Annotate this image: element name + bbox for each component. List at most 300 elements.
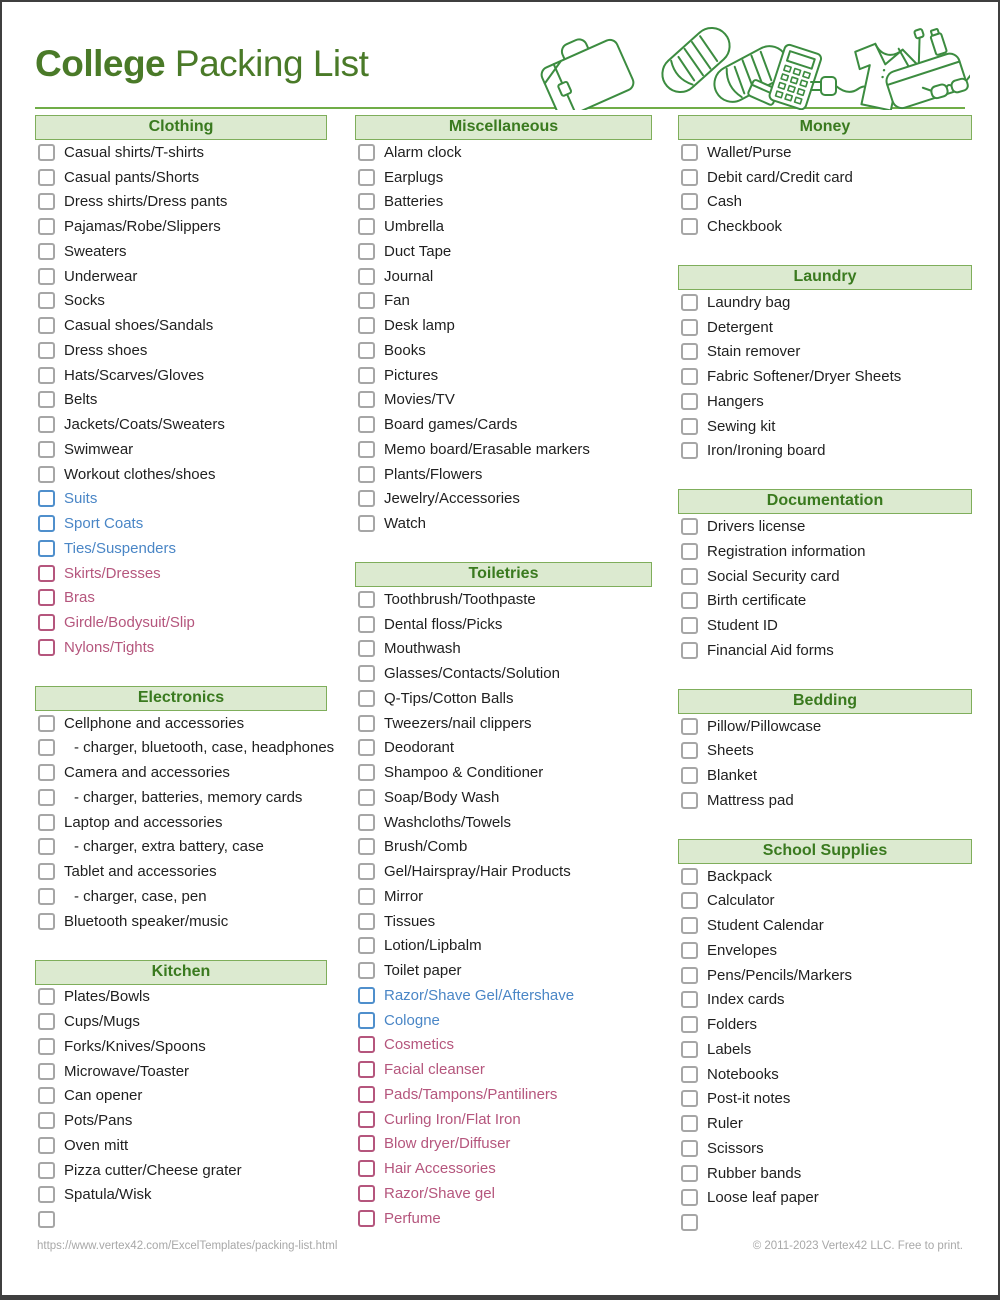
item-label: Pillow/Pillowcase	[707, 717, 822, 735]
item-label: Ruler	[707, 1115, 743, 1133]
checklist-row	[35, 214, 327, 239]
checklist-row	[355, 587, 652, 612]
item-label: Toothbrush/Toothpaste	[384, 590, 536, 608]
checklist-row	[355, 1008, 652, 1033]
checkbox[interactable]	[681, 967, 698, 984]
checklist-row	[678, 963, 972, 988]
checklist-row	[678, 714, 972, 739]
item-label: Toilet paper	[384, 962, 462, 980]
checklist-row	[355, 661, 652, 686]
checkbox[interactable]	[38, 1137, 55, 1154]
item-label: Sewing kit	[707, 417, 776, 435]
checklist-row	[355, 686, 652, 711]
checkbox[interactable]	[38, 540, 55, 557]
checklist-row	[35, 586, 327, 611]
section-items	[678, 140, 972, 239]
checklist-row	[355, 462, 652, 487]
checklist-row	[35, 190, 327, 215]
section-header: Documentation	[678, 489, 972, 514]
checklist-row	[355, 338, 652, 363]
checkbox[interactable]	[681, 368, 698, 385]
item-label: Q-Tips/Cotton Balls	[384, 689, 514, 707]
checklist-row	[678, 739, 972, 764]
checkbox[interactable]	[38, 1087, 55, 1104]
checkbox[interactable]	[38, 888, 55, 905]
item-label: Post-it notes	[707, 1090, 791, 1108]
item-label: Bluetooth speaker/music	[64, 912, 229, 930]
item-label: Duct Tape	[384, 242, 452, 260]
checkbox[interactable]	[681, 1140, 698, 1157]
item-label: Notebooks	[707, 1065, 779, 1083]
checkbox[interactable]	[681, 592, 698, 609]
item-label: Mattress pad	[707, 791, 794, 809]
checkbox[interactable]	[681, 742, 698, 759]
checkbox[interactable]	[358, 416, 375, 433]
item-label: Razor/Shave Gel/Aftershave	[384, 986, 575, 1004]
checkbox[interactable]	[358, 616, 375, 633]
checklist-row	[355, 983, 652, 1008]
item-label: Folders	[707, 1016, 758, 1034]
checkbox[interactable]	[681, 767, 698, 784]
checkbox[interactable]	[38, 913, 55, 930]
checkbox[interactable]	[38, 515, 55, 532]
checkbox[interactable]	[38, 1186, 55, 1203]
checkbox[interactable]	[358, 1210, 375, 1227]
checklist-row	[678, 913, 972, 938]
checkbox[interactable]	[681, 1041, 698, 1058]
item-label: Mouthwash	[384, 640, 461, 658]
checkbox[interactable]	[38, 466, 55, 483]
checklist-row	[678, 788, 972, 813]
checkbox[interactable]	[681, 144, 698, 161]
checklist-row	[35, 1009, 327, 1034]
checklist-row	[678, 864, 972, 889]
item-label: Curling Iron/Flat Iron	[384, 1110, 521, 1128]
checklist-row	[355, 140, 652, 165]
checkbox[interactable]	[358, 292, 375, 309]
page-title	[35, 44, 368, 85]
item-label: Pots/Pans	[64, 1112, 133, 1130]
item-label: Batteries	[384, 193, 444, 211]
section-header: Laundry	[678, 265, 972, 290]
checkbox[interactable]	[358, 814, 375, 831]
item-label: Pizza cutter/Cheese grater	[64, 1161, 242, 1179]
checkbox[interactable]	[358, 715, 375, 732]
checkbox[interactable]	[38, 342, 55, 359]
section-header: Toiletries	[355, 562, 652, 587]
section-items	[678, 714, 972, 813]
checklist-row	[678, 938, 972, 963]
item-label: Sport Coats	[64, 515, 144, 533]
checkbox[interactable]	[681, 642, 698, 659]
item-label: Blanket	[707, 767, 758, 785]
checkbox[interactable]	[358, 1135, 375, 1152]
item-label: Sheets	[707, 742, 754, 760]
checklist-row	[678, 1012, 972, 1037]
checkbox[interactable]	[358, 243, 375, 260]
checklist-row	[35, 985, 327, 1010]
checkbox[interactable]	[358, 193, 375, 210]
checklist-row	[35, 264, 327, 289]
item-label: Tweezers/nail clippers	[384, 714, 532, 732]
section	[678, 489, 972, 663]
checkbox[interactable]	[38, 292, 55, 309]
checkbox[interactable]	[38, 144, 55, 161]
section	[355, 115, 652, 536]
checklist-row	[355, 289, 652, 314]
item-label: Fabric Softener/Dryer Sheets	[707, 368, 902, 386]
checkbox[interactable]	[358, 888, 375, 905]
item-label: Rubber bands	[707, 1164, 802, 1182]
checkbox[interactable]	[681, 1115, 698, 1132]
section-items	[35, 140, 327, 660]
section	[678, 839, 972, 1235]
checkbox[interactable]	[681, 917, 698, 934]
item-label: Tissues	[384, 912, 436, 930]
checkbox[interactable]	[38, 639, 55, 656]
checkbox[interactable]	[38, 838, 55, 855]
checkbox[interactable]	[358, 169, 375, 186]
checkbox[interactable]	[681, 792, 698, 809]
item-label: Suits	[64, 490, 98, 508]
checkbox[interactable]	[681, 294, 698, 311]
item-label: Social Security card	[707, 567, 840, 585]
checklist-row	[678, 638, 972, 663]
checklist-row	[355, 1156, 652, 1181]
checklist-row	[355, 958, 652, 983]
checkbox[interactable]	[38, 1063, 55, 1080]
checkbox[interactable]	[38, 416, 55, 433]
checklist-row	[678, 1037, 972, 1062]
checklist-row	[355, 810, 652, 835]
checkbox[interactable]	[358, 1111, 375, 1128]
item-label: Sweaters	[64, 242, 127, 260]
checkbox[interactable]	[358, 913, 375, 930]
checkbox[interactable]	[38, 614, 55, 631]
item-label: Umbrella	[384, 218, 445, 236]
checkbox[interactable]	[358, 937, 375, 954]
checklist-row	[35, 1183, 327, 1208]
checkbox[interactable]	[38, 193, 55, 210]
checkbox[interactable]	[358, 665, 375, 682]
checkbox[interactable]	[38, 169, 55, 186]
checklist-row	[355, 1132, 652, 1157]
section-header: Bedding	[678, 689, 972, 714]
checklist-row	[355, 909, 652, 934]
checkbox[interactable]	[358, 367, 375, 384]
item-label: Calculator	[707, 892, 775, 910]
checklist-row	[678, 589, 972, 614]
checkbox[interactable]	[38, 391, 55, 408]
section	[35, 115, 327, 660]
checkbox[interactable]	[358, 466, 375, 483]
item-label: Loose leaf paper	[707, 1189, 819, 1207]
item-label: Drivers license	[707, 518, 806, 536]
item-label: Lotion/Lipbalm	[384, 937, 482, 955]
checkbox[interactable]	[38, 441, 55, 458]
checkbox[interactable]	[358, 490, 375, 507]
checklist-row	[355, 711, 652, 736]
checkbox[interactable]	[358, 515, 375, 532]
checkbox[interactable]	[681, 518, 698, 535]
item-label: Financial Aid forms	[707, 641, 834, 659]
item-label: Pens/Pencils/Markers	[707, 966, 853, 984]
checkbox[interactable]	[358, 838, 375, 855]
checklist-columns	[35, 115, 972, 1235]
checkbox[interactable]	[681, 442, 698, 459]
checklist-row	[35, 462, 327, 487]
checkbox[interactable]	[681, 319, 698, 336]
college-items-doodle-icon	[525, 22, 970, 110]
checkbox[interactable]	[681, 218, 698, 235]
checklist-row	[355, 363, 652, 388]
item-label: Checkbook	[707, 218, 783, 236]
item-label: Belts	[64, 391, 98, 409]
checklist-row	[678, 1111, 972, 1136]
checkbox[interactable]	[358, 987, 375, 1004]
item-label: Earplugs	[384, 168, 444, 186]
checkbox[interactable]	[681, 1066, 698, 1083]
checkbox[interactable]	[681, 1214, 698, 1231]
item-label: Girdle/Bodysuit/Slip	[64, 614, 195, 632]
checklist-row	[355, 736, 652, 761]
checkbox[interactable]	[358, 690, 375, 707]
item-label: Underwear	[64, 267, 138, 285]
item-label: - charger, extra battery, case	[74, 838, 264, 856]
item-label: Cologne	[384, 1011, 440, 1029]
item-label: Hats/Scarves/Gloves	[64, 366, 205, 384]
checkbox[interactable]	[681, 418, 698, 435]
item-label: Mirror	[384, 887, 424, 905]
item-label: Casual shoes/Sandals	[64, 317, 214, 335]
section-items	[678, 514, 972, 663]
checkbox[interactable]	[681, 1165, 698, 1182]
checklist-row	[35, 511, 327, 536]
checkbox[interactable]	[38, 243, 55, 260]
checklist-row	[355, 264, 652, 289]
checklist-row	[355, 388, 652, 413]
checkbox[interactable]	[38, 367, 55, 384]
item-label: Soap/Body Wash	[384, 788, 500, 806]
checkbox[interactable]	[681, 991, 698, 1008]
checkbox[interactable]	[358, 1185, 375, 1202]
checkbox[interactable]	[38, 814, 55, 831]
checkbox[interactable]	[681, 543, 698, 560]
checkbox[interactable]	[681, 343, 698, 360]
item-label: Jewelry/Accessories	[384, 490, 520, 508]
checklist-row	[678, 1136, 972, 1161]
checklist-row	[678, 988, 972, 1013]
section-items	[35, 711, 335, 934]
section-header: Clothing	[35, 115, 327, 140]
item-label: Cash	[707, 193, 743, 211]
checkbox[interactable]	[358, 441, 375, 458]
checklist-row	[355, 437, 652, 462]
item-label: Laundry bag	[707, 293, 791, 311]
item-label: Workout clothes/shoes	[64, 465, 216, 483]
checklist-row	[678, 340, 972, 365]
checkbox[interactable]	[681, 193, 698, 210]
item-label: Dress shoes	[64, 341, 148, 359]
checklist-row	[355, 785, 652, 810]
item-label: Pictures	[384, 366, 439, 384]
item-label: Watch	[384, 515, 426, 533]
column-1	[35, 115, 335, 1232]
checklist-row	[35, 859, 327, 884]
checkbox[interactable]	[358, 218, 375, 235]
item-label: Spatula/Wisk	[64, 1186, 152, 1204]
item-label: Index cards	[707, 991, 785, 1009]
item-label: Detergent	[707, 318, 773, 336]
checklist-row	[678, 763, 972, 788]
section	[678, 689, 972, 813]
checkbox[interactable]	[358, 1061, 375, 1078]
checklist-row	[35, 785, 327, 810]
checkbox[interactable]	[681, 868, 698, 885]
checkbox[interactable]	[358, 739, 375, 756]
checklist-row	[355, 884, 652, 909]
checklist-row	[355, 859, 652, 884]
checkbox[interactable]	[358, 342, 375, 359]
checkbox[interactable]	[681, 942, 698, 959]
checkbox[interactable]	[38, 218, 55, 235]
section-header: Money	[678, 115, 972, 140]
checklist-row	[35, 1108, 327, 1133]
item-label: Oven mitt	[64, 1136, 129, 1154]
item-label: Swimwear	[64, 440, 134, 458]
checkbox[interactable]	[358, 317, 375, 334]
checklist-row	[35, 561, 327, 586]
checklist-row	[35, 635, 327, 660]
checklist-row	[35, 760, 327, 785]
checklist-row	[678, 564, 972, 589]
checkbox[interactable]	[358, 268, 375, 285]
checklist-row	[35, 1133, 327, 1158]
checklist-row	[35, 487, 327, 512]
checkbox[interactable]	[358, 640, 375, 657]
checkbox[interactable]	[358, 1160, 375, 1177]
item-label: Fan	[384, 292, 410, 310]
item-label: Debit card/Credit card	[707, 168, 853, 186]
checklist-row	[678, 414, 972, 439]
checklist-row	[678, 1186, 972, 1211]
checkbox[interactable]	[681, 1016, 698, 1033]
checkbox[interactable]	[38, 1211, 55, 1228]
checkbox[interactable]	[38, 863, 55, 880]
checkbox[interactable]	[38, 789, 55, 806]
item-label: Registration information	[707, 542, 866, 560]
item-label: Wallet/Purse	[707, 143, 792, 161]
item-label: Glasses/Contacts/Solution	[384, 665, 560, 683]
item-label: - charger, batteries, memory cards	[74, 788, 303, 806]
checkbox[interactable]	[38, 490, 55, 507]
checkbox[interactable]	[358, 863, 375, 880]
checklist-row	[678, 290, 972, 315]
checkbox[interactable]	[38, 565, 55, 582]
item-label: Plants/Flowers	[384, 465, 483, 483]
footer-url-link[interactable]: https://www.vertex42.com/ExcelTemplates/packing-list.html	[37, 1240, 338, 1252]
checkbox[interactable]	[38, 1038, 55, 1055]
item-label: Plates/Bowls	[64, 988, 150, 1006]
checklist-row	[355, 190, 652, 215]
item-label: Iron/Ironing board	[707, 442, 826, 460]
checklist-row	[35, 165, 327, 190]
checklist-row	[678, 514, 972, 539]
checkbox[interactable]	[358, 789, 375, 806]
checkbox[interactable]	[38, 739, 55, 756]
item-label: Camera and accessories	[64, 764, 230, 782]
checkbox[interactable]	[358, 1012, 375, 1029]
checkbox[interactable]	[38, 1162, 55, 1179]
item-label: Cellphone and accessories	[64, 714, 245, 732]
checklist-row	[35, 388, 327, 413]
checkbox[interactable]	[38, 1013, 55, 1030]
checklist-row	[35, 1207, 327, 1232]
checklist-row	[35, 536, 327, 561]
checkbox[interactable]	[358, 591, 375, 608]
item-label: Labels	[707, 1040, 752, 1058]
checklist-row	[678, 1210, 972, 1235]
checkbox[interactable]	[681, 617, 698, 634]
item-label: Dress shirts/Dress pants	[64, 193, 228, 211]
checklist-row	[355, 165, 652, 190]
section	[678, 115, 972, 239]
checklist-row	[35, 1084, 327, 1109]
checkbox[interactable]	[681, 1189, 698, 1206]
item-label: Stain remover	[707, 343, 801, 361]
checkbox[interactable]	[38, 988, 55, 1005]
checkbox[interactable]	[38, 764, 55, 781]
checkbox[interactable]	[38, 317, 55, 334]
checklist-row	[355, 612, 652, 637]
item-label: Student Calendar	[707, 917, 824, 935]
checkbox[interactable]	[38, 715, 55, 732]
checklist-row	[35, 412, 327, 437]
checkbox[interactable]	[358, 1036, 375, 1053]
checkbox[interactable]	[358, 962, 375, 979]
item-label: Alarm clock	[384, 143, 462, 161]
checklist-row	[678, 1087, 972, 1112]
checkbox[interactable]	[681, 1090, 698, 1107]
item-label: Pads/Tampons/Pantiliners	[384, 1085, 558, 1103]
checkbox[interactable]	[358, 1086, 375, 1103]
checkbox[interactable]	[681, 892, 698, 909]
checkbox[interactable]	[681, 169, 698, 186]
item-label: Bras	[64, 589, 95, 607]
checkbox[interactable]	[681, 568, 698, 585]
checkbox[interactable]	[38, 1112, 55, 1129]
checkbox[interactable]	[358, 144, 375, 161]
checklist-row	[35, 711, 327, 736]
checkbox[interactable]	[358, 764, 375, 781]
footer-copyright: © 2011-2023 Vertex42 LLC. Free to print.	[752, 1240, 963, 1252]
checkbox[interactable]	[38, 268, 55, 285]
checklist-row	[678, 1161, 972, 1186]
checklist-row	[678, 165, 972, 190]
checkbox[interactable]	[681, 718, 698, 735]
item-label: Pajamas/Robe/Slippers	[64, 218, 221, 236]
item-label: Blow dryer/Diffuser	[384, 1135, 511, 1153]
checklist-row	[355, 511, 652, 536]
checkbox[interactable]	[681, 393, 698, 410]
section	[355, 562, 652, 1231]
checkbox[interactable]	[358, 391, 375, 408]
checklist-row	[35, 239, 327, 264]
checklist-row	[355, 412, 652, 437]
checkbox[interactable]	[38, 589, 55, 606]
section-items	[35, 985, 327, 1233]
checklist-row	[678, 613, 972, 638]
